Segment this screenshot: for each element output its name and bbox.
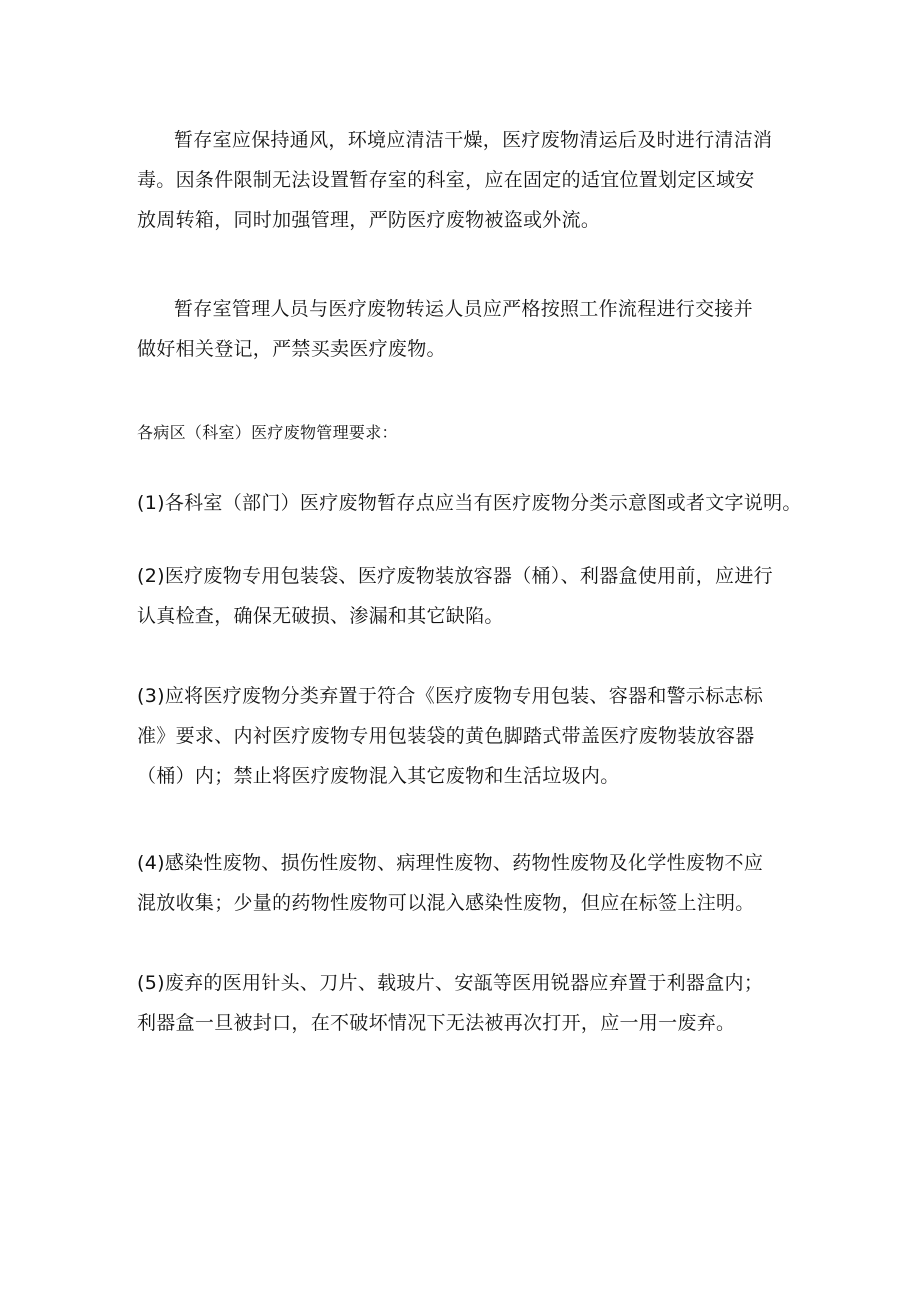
paragraph-line: 毒。因条件限制无法设置暂存室的科室，应在固定的适宜位置划定区域安	[137, 169, 755, 191]
paragraph-line: 暂存室管理人员与医疗废物转运人员应严格按照工作流程进行交接并	[174, 298, 754, 320]
heading-text: 各病区（科室）医疗废物管理要求：	[137, 423, 398, 442]
paragraph-line: (2)医疗废物专用包装袋、医疗废物装放容器（桶）、利器盒使用前，应进行	[137, 565, 773, 587]
list-item-5	[137, 963, 797, 1043]
list-item-3	[137, 676, 797, 796]
paragraph-line: (5)废弃的医用针头、刀片、载玻片、安瓿等医用锐器应弃置于利器盒内；	[137, 972, 764, 994]
paragraph-line: (1)各科室（部门）医疗废物暂存点应当有医疗废物分类示意图或者文字说明。	[137, 492, 802, 514]
paragraph-line: (4)感染性废物、损伤性废物、病理性废物、药物性废物及化学性废物不应	[137, 852, 764, 874]
list-item-1	[137, 483, 802, 523]
paragraph-line: 准》要求、内衬医疗废物专用包装袋的黄色脚踏式带盖医疗废物装放容器	[137, 725, 755, 747]
paragraph-storage-room-ventilation	[137, 120, 797, 240]
section-heading-ward-requirements	[137, 418, 797, 448]
list-item-2	[137, 556, 797, 636]
paragraph-line: 放周转箱，同时加强管理，严防医疗废物被盗或外流。	[137, 209, 601, 231]
paragraph-line: （桶）内；禁止将医疗废物混入其它废物和生活垃圾内。	[137, 765, 620, 787]
paragraph-line: (3)应将医疗废物分类弃置于符合《医疗废物专用包装、容器和警示标志标	[137, 685, 764, 707]
paragraph-line: 暂存室应保持通风，环境应清洁干燥，医疗废物清运后及时进行清洁消	[174, 129, 773, 151]
paragraph-line: 认真检查，确保无破损、渗漏和其它缺陷。	[137, 605, 504, 627]
paragraph-line: 做好相关登记，严禁买卖医疗废物。	[137, 338, 446, 360]
list-item-4	[137, 843, 797, 923]
paragraph-storage-staff-handover	[137, 289, 797, 369]
paragraph-line: 利器盒一旦被封口，在不破坏情况下无法被再次打开，应一用一废弃。	[137, 1012, 736, 1034]
paragraph-line: 混放收集；少量的药物性废物可以混入感染性废物，但应在标签上注明。	[137, 892, 755, 914]
